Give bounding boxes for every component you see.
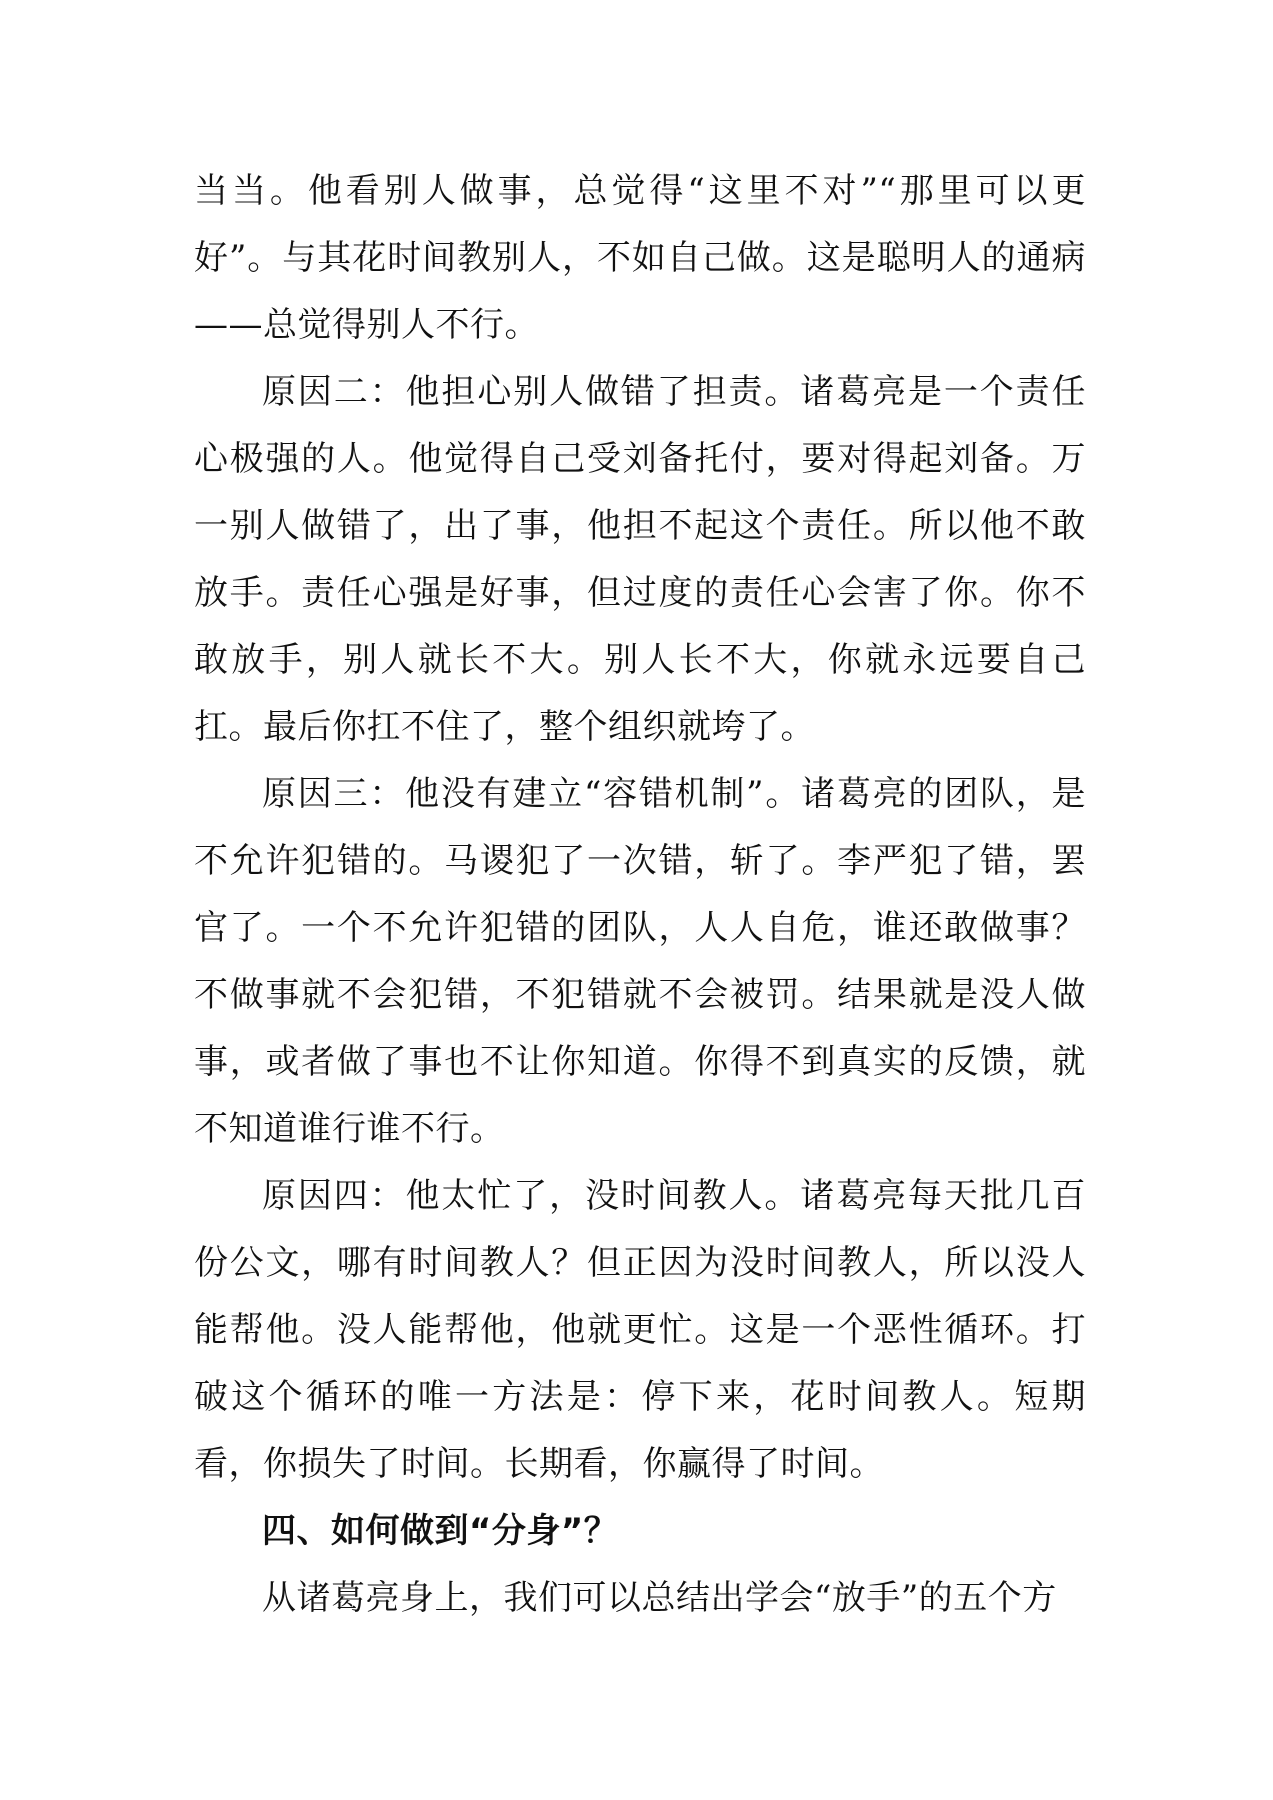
paragraph-reason-four: 原因四：他太忙了，没时间教人。诸葛亮每天批几百份公文，哪有时间教人？但正因为没时间教人，所以没人能帮他。没人能帮他，他就更忙。这是一个恶性循环。打破这个循环的唯一方法是：停下来，花时间教人。短期看，你损失了时间。长期看，你赢得了时间。 bbox=[194, 1176, 1086, 1484]
document-body bbox=[194, 158, 1086, 1632]
paragraph-reason-two: 原因二：他担心别人做错了担责。诸葛亮是一个责任心极强的人。他觉得自己受刘备托付，要对得起刘备。万一别人做错了，出了事，他担不起这个责任。所以他不敢放手。责任心强是好事，但过度的责任心会害了你。你不敢放手，别人就长不大。别人长不大，你就永远要自己扛。最后你扛不住了，整个组织就垮了。 bbox=[194, 372, 1086, 747]
paragraph-section-intro: 从诸葛亮身上，我们可以总结出学会“放手”的五个方 bbox=[262, 1578, 1057, 1618]
section-heading: 四、如何做到“分身”？ bbox=[262, 1511, 619, 1551]
paragraph-continuation: 当当。他看别人做事，总觉得“这里不对”“那里可以更好”。与其花时间教别人，不如自己做。这是聪明人的通病——总觉得别人不行。 bbox=[194, 171, 1086, 345]
paragraph-reason-three: 原因三：他没有建立“容错机制”。诸葛亮的团队，是不允许犯错的。马谡犯了一次错，斩了。李严犯了错，罢官了。一个不允许犯错的团队，人人自危，谁还敢做事？不做事就不会犯错，不犯错就不会被罚。结果就是没人做事，或者做了事也不让你知道。你得不到真实的反馈，就不知道谁行谁不行。 bbox=[194, 774, 1086, 1149]
